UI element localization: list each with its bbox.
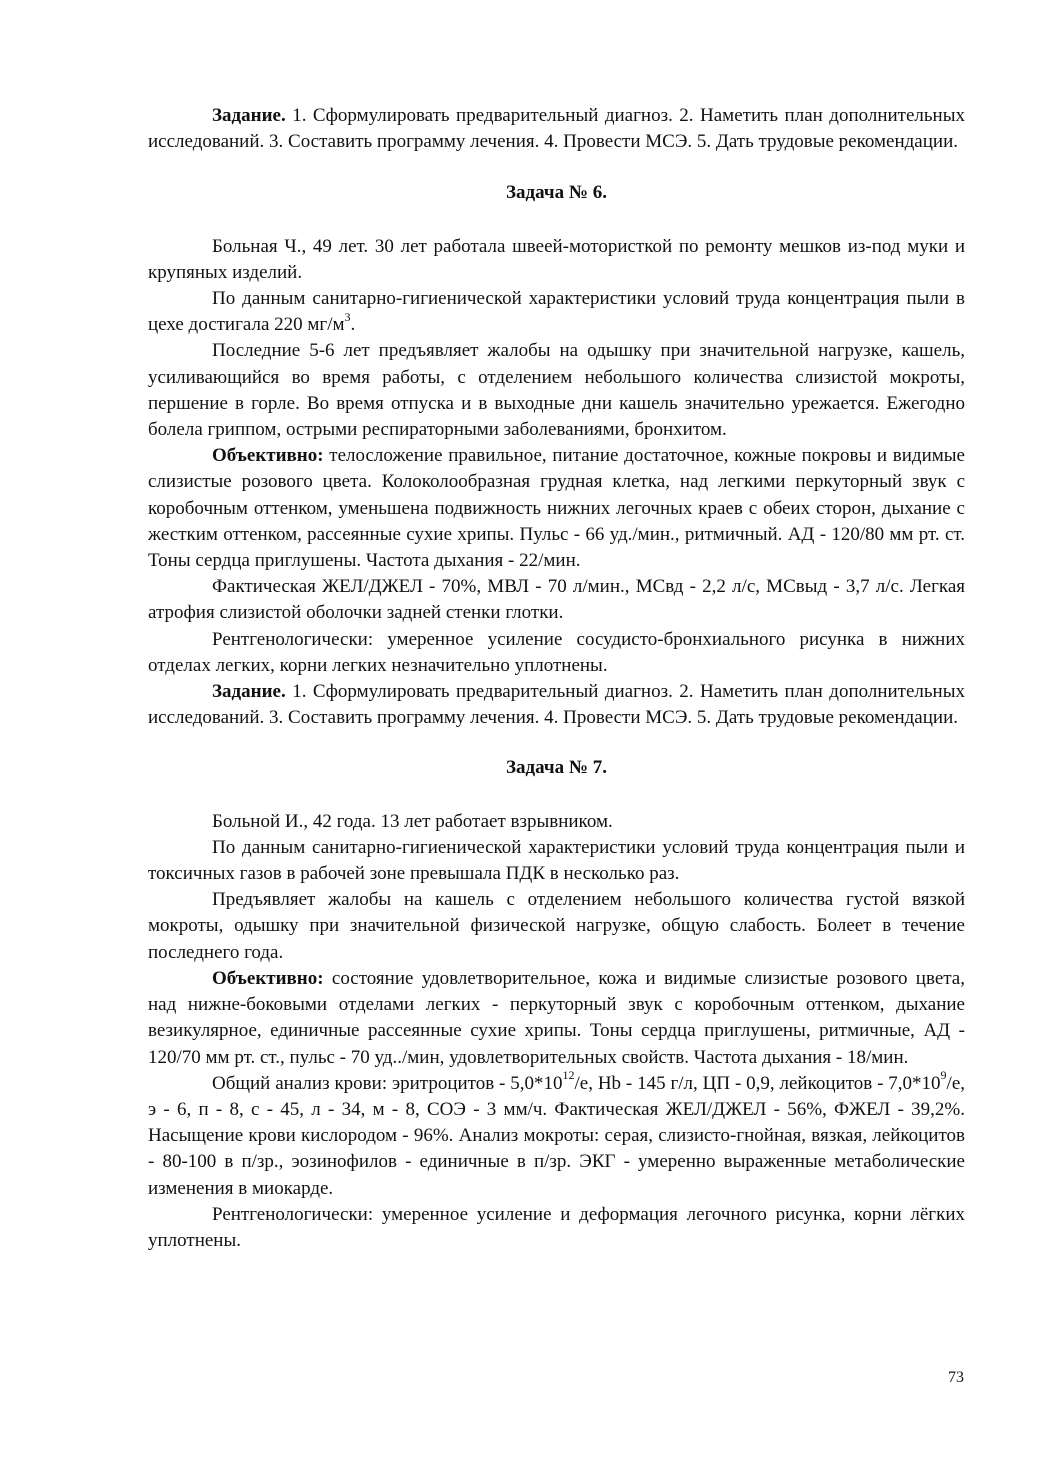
task6-title: Задача № 6. — [506, 182, 607, 204]
task7-title: Задача № 7. — [506, 757, 607, 779]
blood-text-b: /е, Hb - 145 г/л, ЦП - 0,9, лейкоцитов - 7,0*10 — [574, 1072, 941, 1094]
task6-hygiene — [148, 286, 965, 338]
task7-blood-analysis — [148, 1068, 966, 1202]
blood-sup-1: 12 — [562, 1068, 575, 1083]
task6-hygiene-text: По данным санитарно-гигиенической характеристики условий труда концентрация пыли в цехе достигала 220 мг/м — [148, 288, 965, 336]
intro-task-paragraph — [148, 103, 965, 155]
objective-text: состояние удовлетворительное, кожа и видимые слизистые розового цвета, над нижне-боковыми отделами легких - перкуторный звук с коробочным оттенком, дыхание везикулярное, единичные рассеянные сухие хрипы. Тоны сердца приглушены, ритмичные, АД - 120/70 мм рт. ст., пульс - 70 уд../мин, удовлетворительных свойств. Частота дыхания - 18/мин. — [148, 967, 965, 1068]
task7-objective — [148, 966, 965, 1071]
blood-text-c: /е, э - 6, п - 8, с - 45, л - 34, м - 8, СОЭ - 3 мм/ч. Фактическая ЖЕЛ/ДЖЕЛ - 56%, ФЖЕЛ - 39,2%. Насыщение крови кислородом - 96%. Анализ мокроты: серая, слизисто-гнойная, вязкая, лейкоцитов - 80-100 в п/зр., эозинофилов - единичные в п/зр. ЭКГ - умеренно выраженные метаболические изменения в миокарде. — [148, 1072, 966, 1199]
task-label: Задание. — [212, 105, 286, 126]
task-text: 1. Сформулировать предварительный диагноз. 2. Наметить план дополнительных исследований. 3. Составить программу лечения. 4. Провести МСЭ. 5. Дать трудовые рекомендации. — [148, 681, 965, 729]
task6-objective — [148, 443, 965, 574]
task-label: Задание. — [212, 681, 286, 703]
objective-label: Объективно: — [212, 967, 324, 989]
task6-patient: Больная Ч., 49 лет. 30 лет работала швеей-мотористкой по ремонту мешков из-под муки и крупяных изделий. — [148, 235, 965, 283]
task6-complaints: Последние 5-6 лет предъявляет жалобы на одышку при значительной нагрузке, кашель, усиливающийся во время работы, с отделением небольшого количества слизистой мокроты, першение в горле. Во время отпуска и в выходные дни кашель значительно урежается. Ежегодно болела гриппом, острыми респираторными заболеваниями, бронхитом. — [148, 340, 965, 441]
task7-hygiene: По данным санитарно-гигиенической характеристики условий труда концентрация пыли и токсичных газов в рабочей зоне превышала ПДК в несколько раз. — [148, 836, 965, 885]
task-text: 1. Сформулировать предварительный диагноз. 2. Наметить план дополнительных исследований. 3. Составить программу лечения. 4. Провести МСЭ. 5. Дать трудовые рекомендации. — [148, 105, 965, 153]
task7-complaints: Предъявляет жалобы на кашель с отделением небольшого количества густой вязкой мокроты, одышку при значительной физической нагрузке, общую слабость. Болеет в течение последнего года. — [148, 889, 965, 963]
task6-hygiene-end: . — [350, 314, 356, 336]
task6-xray: Рентгенологически: умеренное усиление сосудисто-бронхиального рисунка в нижних отделах легких, корни легких незначительно уплотнены. — [148, 628, 965, 676]
blood-sup-2: 9 — [940, 1068, 947, 1083]
objective-text: телосложение правильное, питание достаточное, кожные покровы и видимые слизистые розового цвета. Колоколообразная грудная клетка, над легкими перкуторный звук с коробочным оттенком, уменьшена подвижность нижних легочных краев с обеих сторон, дыхание с жестким оттенком, рассеянные сухие хрипы. Пульс - 66 уд./мин., ритмичный. АД - 120/80 мм рт. ст. Тоны сердца приглушены. Частота дыхания - 22/мин. — [148, 445, 965, 572]
task6-spirometry: Фактическая ЖЕЛ/ДЖЕЛ - 70%, МВЛ - 70 л/мин., МСвд - 2,2 л/с, МСвыд - 3,7 л/с. Легкая атрофия слизистой оболочки задней стенки глотки. — [148, 576, 965, 624]
task7-patient: Больной И., 42 года. 13 лет работает взрывником. — [212, 810, 613, 832]
page-content — [148, 103, 965, 1254]
task6-hygiene-sup: 3 — [344, 309, 351, 324]
blood-text-a: Общий анализ крови: эритроцитов - 5,0*10 — [212, 1072, 563, 1094]
page-number: 73 — [948, 1369, 964, 1386]
task7-xray: Рентгенологически: умеренное усиление и деформация легочного рисунка, корни лёгких уплотнены. — [148, 1203, 965, 1251]
task6-task — [148, 679, 965, 731]
objective-label: Объективно: — [212, 445, 324, 467]
